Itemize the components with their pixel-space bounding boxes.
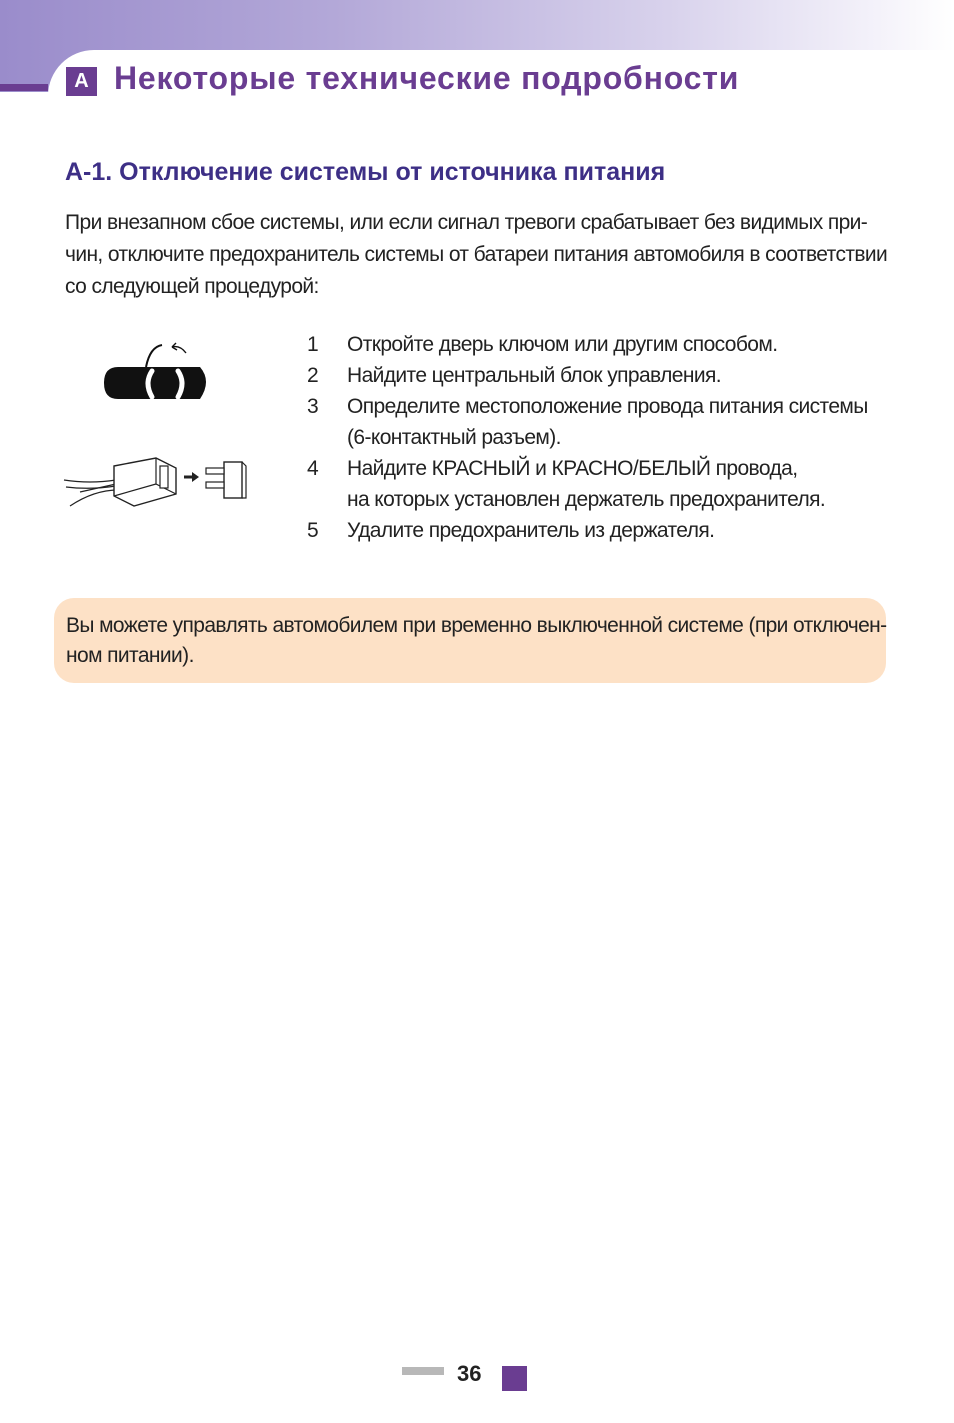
note-box	[54, 598, 886, 683]
list-item	[300, 395, 868, 419]
list-item	[300, 519, 714, 543]
step-text: Найдите КРАСНЫЙ и КРАСНО/БЕЛЫЙ провода,	[347, 457, 798, 480]
step-text: (6-контактный разъем).	[347, 426, 561, 449]
step-number: 1	[307, 333, 319, 356]
connector-unplug-icon	[60, 450, 260, 520]
intro-line: При внезапном сбое системы, или если сигнал тревоги срабатывает без видимых при-	[65, 211, 868, 234]
step-number: 4	[307, 457, 319, 480]
intro-line: чин, отключите предохранитель системы от батареи питания автомобиля в соответствии	[65, 243, 888, 266]
list-item	[300, 457, 797, 481]
footer-bar	[402, 1367, 444, 1375]
step-text: Найдите центральный блок управления.	[347, 364, 721, 387]
list-item	[300, 333, 777, 357]
step-text: Откройте дверь ключом или другим способом.	[347, 333, 778, 356]
step-text: Удалите предохранитель из держателя.	[347, 519, 715, 542]
step-number: 3	[307, 395, 319, 418]
step-number: 5	[307, 519, 319, 542]
page-title: Некоторые технические подробности	[114, 60, 740, 96]
list-item-continuation	[300, 426, 561, 450]
step-text: Определите местоположение провода питания системы	[347, 395, 868, 418]
step-number: 2	[307, 364, 319, 387]
page-number: 36	[457, 1361, 482, 1386]
intro-line: со следующей процедурой:	[65, 275, 319, 298]
note-line: Вы можете управлять автомобилем при временно выключенной системе (при отключен-	[66, 614, 887, 637]
list-item	[300, 364, 721, 388]
note-text	[66, 611, 886, 671]
list-item-continuation	[300, 488, 825, 512]
intro-paragraph	[65, 207, 895, 303]
header-tick	[0, 84, 48, 91]
section-heading: A-1. Отключение системы от источника питания	[65, 158, 666, 186]
note-line: ном питании).	[66, 644, 194, 667]
section-badge: A	[66, 67, 97, 96]
footer-square	[502, 1366, 527, 1391]
step-text: на которых установлен держатель предохранителя.	[347, 488, 826, 511]
